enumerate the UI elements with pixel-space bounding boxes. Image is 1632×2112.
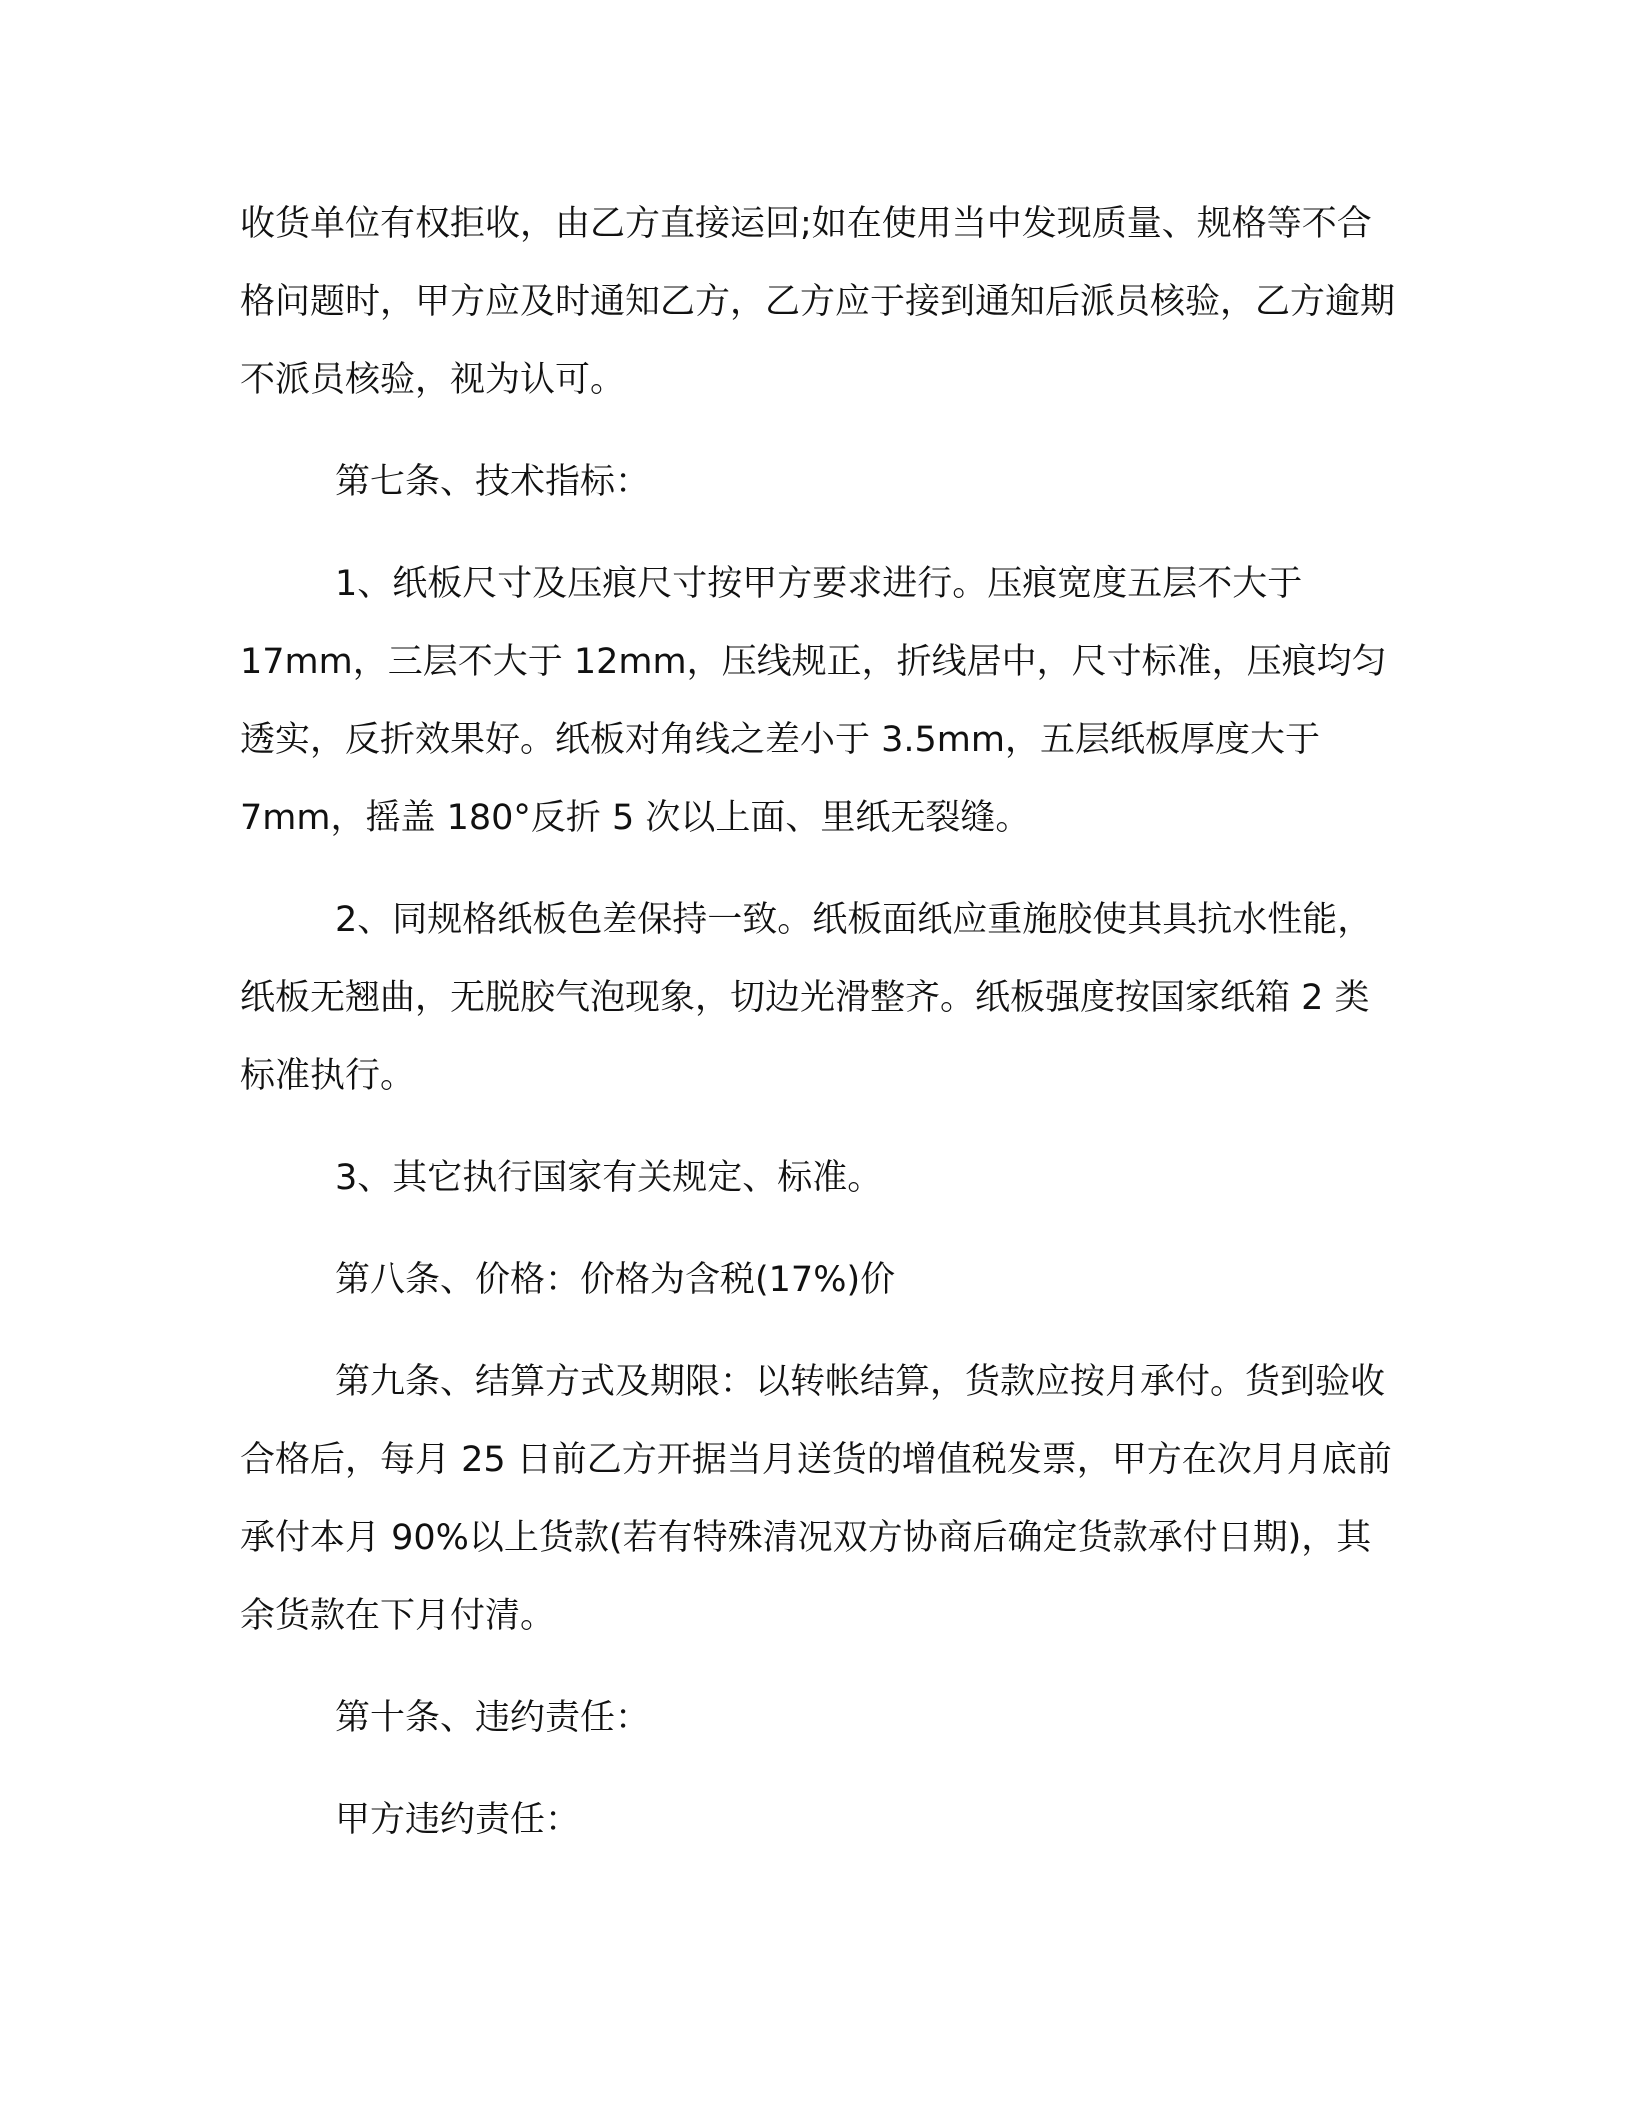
- document-page: [240, 185, 1395, 1883]
- paragraph-tech-spec-1: 1、纸板尺寸及压痕尺寸按甲方要求进行。压痕宽度五层不大于17mm，三层不大于 12mm，压线规正，折线居中，尺寸标准，压痕均匀透实，反折效果好。纸板对角线之差小于 3.5mm，五层纸板厚度大于 7mm，摇盖 180°反折 5 次以上面、里纸无裂缝。: [240, 564, 1387, 838]
- paragraph-tech-spec-3: 3、其它执行国家有关规定、标准。: [335, 1158, 883, 1198]
- heading-article-10: 第十条、违约责任：: [335, 1698, 651, 1738]
- heading-party-a-liability: 甲方违约责任：: [335, 1800, 581, 1840]
- heading-article-8: 第八条、价格：价格为含税(17%)价: [335, 1260, 896, 1300]
- paragraph-article-9: 第九条、结算方式及期限：以转帐结算，货款应按月承付。货到验收合格后，每月 25 日前乙方开据当月送货的增值税发票，甲方在次月月底前承付本月 90%以上货款(若有特殊清况双方协商后确定货款承付日期)，其余货款在下月付清。: [240, 1362, 1392, 1636]
- paragraph-tech-spec-2: 2、同规格纸板色差保持一致。纸板面纸应重施胶使其具抗水性能，纸板无翘曲，无脱胶气泡现象，切边光滑整齐。纸板强度按国家纸箱 2 类标准执行。: [240, 900, 1373, 1096]
- paragraph-receiving-rejection: 收货单位有权拒收，由乙方直接运回;如在使用当中发现质量、规格等不合格问题时，甲方应及时通知乙方，乙方应于接到通知后派员核验，乙方逾期不派员核验，视为认可。: [240, 204, 1396, 400]
- heading-article-7: 第七条、技术指标：: [335, 462, 651, 502]
